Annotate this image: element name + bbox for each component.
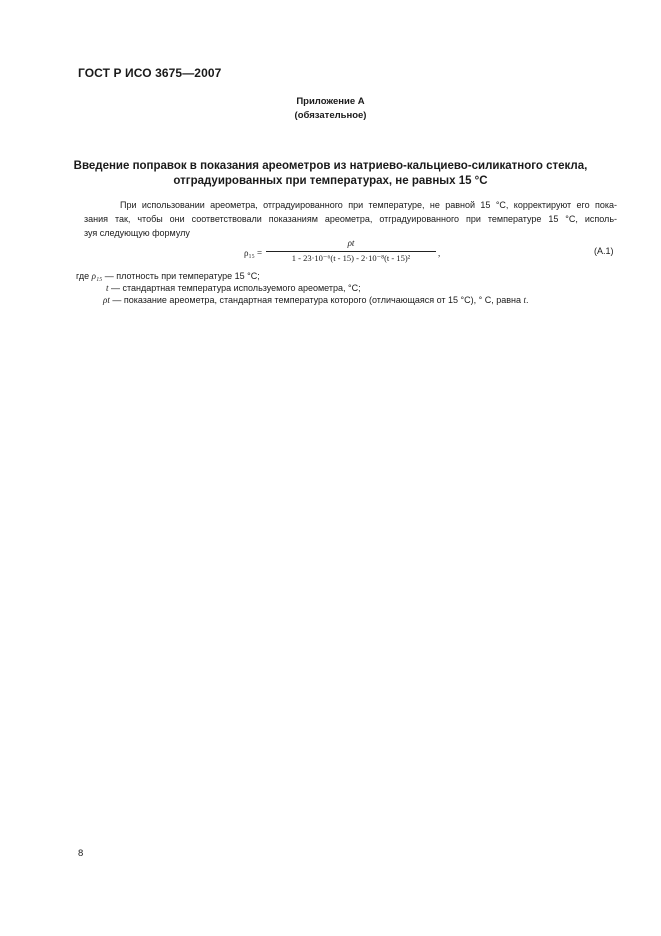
paragraph-line-1: При использовании ареометра, отградуированного при температуре, не равной 15 °С, корректируют его пока-	[120, 200, 617, 210]
formula-numerator: ρt	[347, 238, 355, 248]
annex-status: (обязательное)	[294, 110, 367, 121]
definition-rhot	[103, 294, 529, 306]
definition-symbol: ρ₁₅	[91, 271, 103, 281]
definition-symbol: ρt	[103, 295, 110, 305]
section-title-line-2: отградуированных при температурах, не равных 15 °С	[173, 175, 488, 187]
formula-number: (А.1)	[594, 246, 614, 256]
section-title-line-1: Введение поправок в показания ареометров из натриево-кальциево-силикатного стекла,	[73, 160, 588, 172]
definition-symbol: t	[106, 283, 109, 293]
formula-denominator: 1 - 23·10⁻⁶(t - 15) - 2·10⁻⁸(t - 15)²	[291, 253, 411, 263]
definition-tail-end: .	[526, 295, 529, 305]
annex-title: Приложение А	[296, 96, 365, 107]
paragraph-line-3: зуя следующую формулу	[84, 228, 190, 238]
formula-trailing-comma: ,	[438, 248, 441, 258]
definition-text: — плотность при температуре 15 °С;	[104, 271, 260, 281]
definition-t	[106, 282, 361, 294]
paragraph-line-2: зания так, чтобы они соответствовали показаниям ареометра, отградуированного при температуре 15 °С, исполь-	[84, 214, 617, 224]
definition-rho15	[76, 270, 260, 282]
definition-text: — стандартная температура используемого ареометра, °С;	[111, 283, 361, 293]
definition-tail-symbol: t	[523, 295, 527, 305]
document-header: ГОСТ Р ИСО 3675—2007	[78, 66, 222, 80]
formula-lhs: ρ₁₅ =	[244, 248, 263, 258]
formula-a1	[0, 238, 661, 272]
fraction-bar	[266, 251, 436, 252]
body-paragraph	[84, 198, 617, 240]
definition-text: — показание ареометра, стандартная температура которого (отличающаяся от 15 °С), ° С, равна	[112, 295, 522, 305]
definition-lead: где	[76, 271, 90, 281]
page-number: 8	[78, 848, 84, 859]
